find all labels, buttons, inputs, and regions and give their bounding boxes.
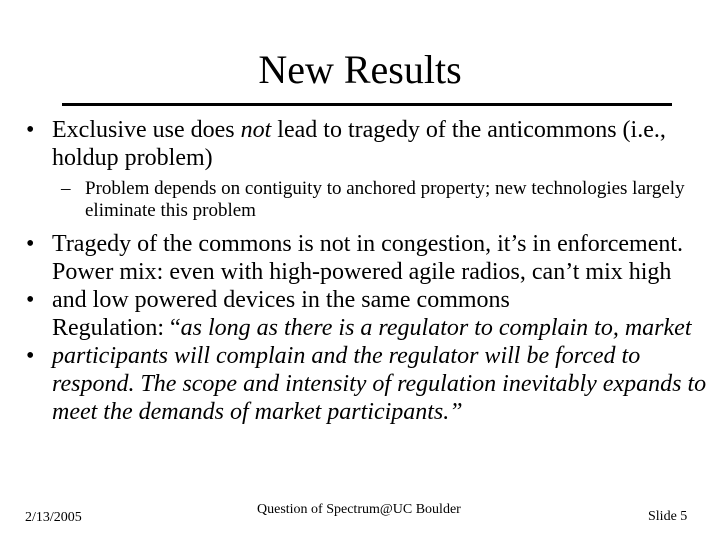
bullet-1-text-post: lead to tragedy of the anticommons (i.e., holdup problem) — [52, 117, 666, 171]
bullet-item-3: Power mix: even with high-powered agile radios, can’t mix high and low powered devices in the same commons — [52, 259, 672, 313]
bullet-1-text-pre: Exclusive use does — [52, 117, 241, 143]
bullet-4-text-pre: Regulation: “ — [52, 315, 181, 341]
bullet-item-2: Tragedy of the commons is not in congestion, it’s in enforcement. — [52, 231, 684, 257]
title-rule — [62, 103, 672, 106]
bullet-glyph: • — [26, 343, 35, 369]
footer-slide-number: Slide 5 — [648, 509, 688, 524]
bullet-glyph: • — [26, 287, 35, 313]
bullet-4-text-emphasis: as long as there is a regulator to complain to, market participants will complain and the regulator will be forced to respond. The scope and intensity of regulation inevitably expands to meet the demands of market participants.” — [52, 315, 707, 425]
sub-bullet-item-1: Problem depends on contiguity to anchored property; new technologies largely eliminate this problem — [85, 178, 685, 221]
bullet-1-text-emphasis: not — [240, 117, 272, 143]
sub-bullet-glyph: – — [61, 178, 71, 199]
bullet-item-4 — [52, 314, 712, 426]
bullet-glyph: • — [26, 231, 35, 257]
bullet-glyph: • — [26, 117, 35, 143]
footer-date: 2/13/2005 — [25, 510, 82, 525]
bullet-list-main — [52, 230, 712, 426]
slide-title: New Results — [258, 47, 462, 92]
bullet-item-1 — [52, 116, 712, 172]
footer-title: Question of Spectrum@UC Boulder — [257, 502, 461, 517]
